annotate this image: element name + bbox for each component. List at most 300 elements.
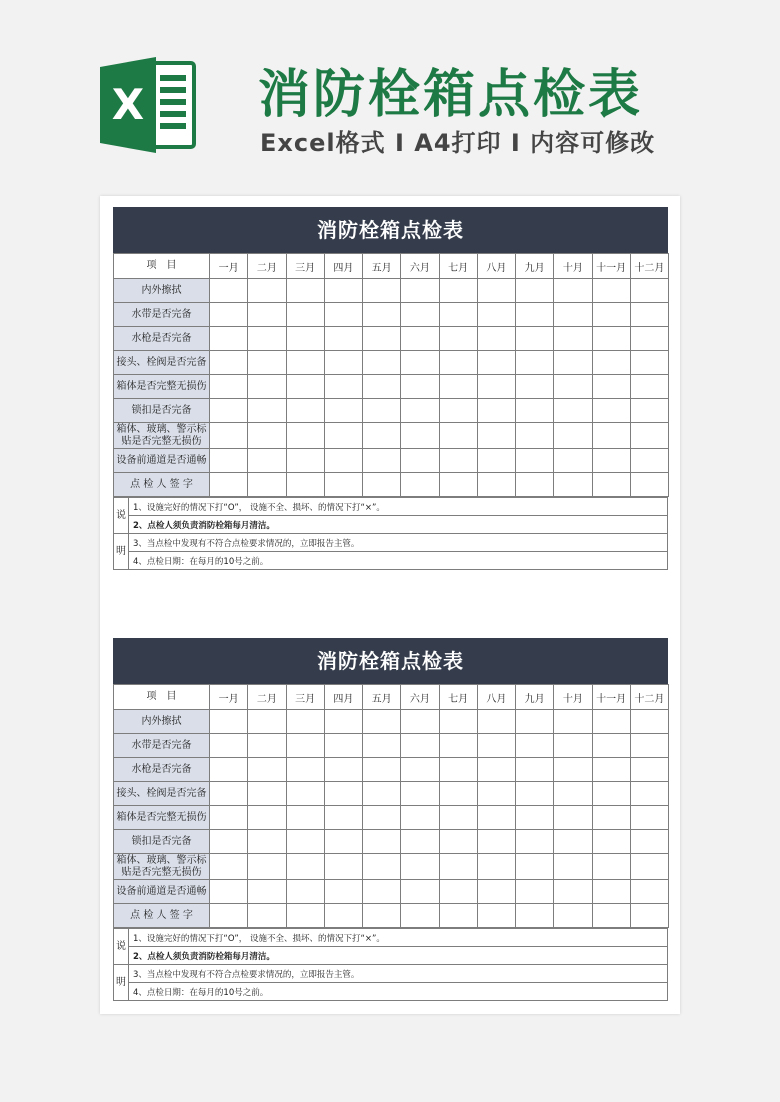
- check-cell[interactable]: [592, 399, 630, 423]
- item-label: 水带是否完备: [114, 303, 210, 327]
- header: [0, 0, 780, 190]
- check-cell[interactable]: [439, 782, 477, 806]
- check-cell[interactable]: [477, 351, 515, 375]
- page-title: 消防栓箱点检表: [258, 65, 644, 125]
- check-cell[interactable]: [554, 854, 592, 880]
- signature-cell[interactable]: [630, 473, 668, 497]
- month-header: 十二月: [630, 685, 668, 710]
- check-cell[interactable]: [286, 423, 324, 449]
- notes-side-label: 明: [114, 534, 129, 570]
- notes-side-label: 明: [114, 965, 129, 1001]
- check-cell[interactable]: [248, 806, 286, 830]
- check-cell[interactable]: [630, 351, 668, 375]
- inspection-form-1: [113, 207, 668, 570]
- check-cell[interactable]: [401, 351, 439, 375]
- note-line: 3、当点检中发现有不符合点检要求情况的，立即报告主管。: [129, 534, 668, 552]
- signature-cell[interactable]: [286, 473, 324, 497]
- check-cell[interactable]: [401, 710, 439, 734]
- check-cell[interactable]: [248, 279, 286, 303]
- check-cell[interactable]: [630, 423, 668, 449]
- check-cell[interactable]: [439, 880, 477, 904]
- check-cell[interactable]: [363, 351, 401, 375]
- check-cell[interactable]: [210, 830, 248, 854]
- check-cell[interactable]: [286, 449, 324, 473]
- check-cell[interactable]: [630, 327, 668, 351]
- check-cell[interactable]: [630, 279, 668, 303]
- check-cell[interactable]: [477, 806, 515, 830]
- check-cell[interactable]: [363, 710, 401, 734]
- month-header: 十月: [554, 254, 592, 279]
- note-line: 3、当点检中发现有不符合点检要求情况的，立即报告主管。: [129, 965, 668, 983]
- item-label: 设备前通道是否通畅: [114, 880, 210, 904]
- check-cell[interactable]: [363, 449, 401, 473]
- check-cell[interactable]: [324, 806, 362, 830]
- note-line: 2、点检人须负责消防栓箱每月清洁。: [129, 516, 668, 534]
- check-cell[interactable]: [248, 399, 286, 423]
- check-cell[interactable]: [554, 710, 592, 734]
- check-cell[interactable]: [439, 303, 477, 327]
- check-cell[interactable]: [286, 303, 324, 327]
- check-cell[interactable]: [401, 880, 439, 904]
- check-cell[interactable]: [630, 880, 668, 904]
- check-cell[interactable]: [516, 734, 554, 758]
- month-header: 四月: [324, 685, 362, 710]
- note-line: 4、点检日期：在每月的10号之前。: [129, 552, 668, 570]
- check-cell[interactable]: [324, 449, 362, 473]
- excel-logo-icon: [98, 55, 198, 155]
- check-cell[interactable]: [248, 854, 286, 880]
- check-cell[interactable]: [210, 449, 248, 473]
- check-cell[interactable]: [210, 782, 248, 806]
- check-cell[interactable]: [592, 423, 630, 449]
- check-cell[interactable]: [439, 710, 477, 734]
- check-cell[interactable]: [324, 327, 362, 351]
- month-header: 十一月: [592, 254, 630, 279]
- check-cell[interactable]: [554, 806, 592, 830]
- check-cell[interactable]: [554, 279, 592, 303]
- signature-cell[interactable]: [363, 473, 401, 497]
- check-cell[interactable]: [210, 423, 248, 449]
- check-cell[interactable]: [363, 854, 401, 880]
- item-label: 箱体、玻璃、警示标贴是否完整无损伤: [114, 854, 210, 880]
- check-cell[interactable]: [439, 423, 477, 449]
- check-cell[interactable]: [477, 734, 515, 758]
- check-cell[interactable]: [248, 734, 286, 758]
- check-cell[interactable]: [248, 423, 286, 449]
- check-cell[interactable]: [324, 399, 362, 423]
- check-cell[interactable]: [363, 806, 401, 830]
- check-cell[interactable]: [286, 782, 324, 806]
- check-cell[interactable]: [554, 830, 592, 854]
- item-label: 接头、栓阀是否完备: [114, 351, 210, 375]
- check-cell[interactable]: [554, 449, 592, 473]
- check-cell[interactable]: [516, 279, 554, 303]
- check-cell[interactable]: [401, 758, 439, 782]
- signature-cell[interactable]: [210, 904, 248, 928]
- check-cell[interactable]: [439, 449, 477, 473]
- check-cell[interactable]: [554, 734, 592, 758]
- check-cell[interactable]: [248, 327, 286, 351]
- check-cell[interactable]: [363, 880, 401, 904]
- check-cell[interactable]: [324, 758, 362, 782]
- check-cell[interactable]: [592, 449, 630, 473]
- table-row: [114, 423, 669, 449]
- month-header: 九月: [516, 254, 554, 279]
- check-cell[interactable]: [248, 351, 286, 375]
- check-cell[interactable]: [363, 423, 401, 449]
- check-cell[interactable]: [439, 854, 477, 880]
- month-header: 二月: [248, 685, 286, 710]
- check-cell[interactable]: [286, 734, 324, 758]
- check-cell[interactable]: [363, 399, 401, 423]
- check-cell[interactable]: [401, 303, 439, 327]
- month-header-row: [114, 254, 669, 279]
- check-cell[interactable]: [477, 782, 515, 806]
- signature-cell[interactable]: [592, 904, 630, 928]
- check-cell[interactable]: [516, 806, 554, 830]
- check-cell[interactable]: [401, 854, 439, 880]
- month-header: 三月: [286, 685, 324, 710]
- signature-cell[interactable]: [439, 473, 477, 497]
- check-cell[interactable]: [554, 327, 592, 351]
- check-cell[interactable]: [630, 710, 668, 734]
- month-header: 十二月: [630, 254, 668, 279]
- note-line: 1、设施完好的情况下打“O”， 设施不全、损坏、的情况下打“×”。: [129, 498, 668, 516]
- check-cell[interactable]: [477, 830, 515, 854]
- item-label: 水枪是否完备: [114, 758, 210, 782]
- table-row: [114, 758, 669, 782]
- check-cell[interactable]: [248, 710, 286, 734]
- signature-cell[interactable]: [248, 904, 286, 928]
- check-cell[interactable]: [516, 830, 554, 854]
- check-cell[interactable]: [516, 854, 554, 880]
- table-row: [114, 782, 669, 806]
- check-cell[interactable]: [401, 423, 439, 449]
- check-cell[interactable]: [286, 710, 324, 734]
- check-cell[interactable]: [630, 758, 668, 782]
- check-cell[interactable]: [630, 734, 668, 758]
- check-cell[interactable]: [324, 375, 362, 399]
- item-label: 箱体是否完整无损伤: [114, 806, 210, 830]
- signature-cell[interactable]: [363, 904, 401, 928]
- table-row: [114, 327, 669, 351]
- check-cell[interactable]: [516, 880, 554, 904]
- check-cell[interactable]: [516, 351, 554, 375]
- month-header: 七月: [439, 685, 477, 710]
- signature-cell[interactable]: [554, 904, 592, 928]
- check-cell[interactable]: [401, 806, 439, 830]
- item-label: 锁扣是否完备: [114, 830, 210, 854]
- check-cell[interactable]: [210, 880, 248, 904]
- signature-cell[interactable]: [554, 473, 592, 497]
- month-header: 六月: [401, 254, 439, 279]
- check-cell[interactable]: [210, 734, 248, 758]
- check-cell[interactable]: [324, 303, 362, 327]
- check-cell[interactable]: [363, 375, 401, 399]
- signature-cell[interactable]: [324, 473, 362, 497]
- check-cell[interactable]: [516, 782, 554, 806]
- check-cell[interactable]: [477, 279, 515, 303]
- check-cell[interactable]: [516, 423, 554, 449]
- month-header: 三月: [286, 254, 324, 279]
- check-cell[interactable]: [630, 806, 668, 830]
- month-header: 十一月: [592, 685, 630, 710]
- check-cell[interactable]: [477, 303, 515, 327]
- check-cell[interactable]: [286, 806, 324, 830]
- month-header: 九月: [516, 685, 554, 710]
- check-cell[interactable]: [248, 449, 286, 473]
- check-cell[interactable]: [592, 327, 630, 351]
- check-cell[interactable]: [210, 758, 248, 782]
- check-cell[interactable]: [630, 854, 668, 880]
- check-cell[interactable]: [324, 351, 362, 375]
- check-cell[interactable]: [592, 375, 630, 399]
- table-row: [114, 303, 669, 327]
- check-cell[interactable]: [592, 303, 630, 327]
- notes-table: [113, 497, 668, 570]
- check-cell[interactable]: [477, 399, 515, 423]
- check-cell[interactable]: [363, 782, 401, 806]
- item-column-header: 项 目: [114, 254, 210, 279]
- check-cell[interactable]: [516, 327, 554, 351]
- check-cell[interactable]: [554, 782, 592, 806]
- table-row: [114, 734, 669, 758]
- table-row: [114, 904, 669, 928]
- table-row: [114, 279, 669, 303]
- check-cell[interactable]: [210, 375, 248, 399]
- check-cell[interactable]: [592, 880, 630, 904]
- check-cell[interactable]: [477, 327, 515, 351]
- table-row: [114, 710, 669, 734]
- check-cell[interactable]: [286, 351, 324, 375]
- item-label: 水枪是否完备: [114, 327, 210, 351]
- check-cell[interactable]: [324, 854, 362, 880]
- check-cell[interactable]: [592, 710, 630, 734]
- check-cell[interactable]: [516, 758, 554, 782]
- form-title: 消防栓箱点检表: [113, 207, 668, 253]
- check-cell[interactable]: [477, 375, 515, 399]
- month-header: 五月: [363, 685, 401, 710]
- check-cell[interactable]: [286, 758, 324, 782]
- signature-cell[interactable]: [516, 473, 554, 497]
- check-cell[interactable]: [592, 854, 630, 880]
- check-cell[interactable]: [210, 327, 248, 351]
- check-cell[interactable]: [554, 399, 592, 423]
- signature-cell[interactable]: [401, 904, 439, 928]
- check-cell[interactable]: [286, 279, 324, 303]
- check-cell[interactable]: [401, 375, 439, 399]
- month-header: 八月: [477, 254, 515, 279]
- item-label: 内外擦拭: [114, 710, 210, 734]
- check-cell[interactable]: [324, 423, 362, 449]
- check-cell[interactable]: [554, 351, 592, 375]
- check-cell[interactable]: [324, 279, 362, 303]
- month-header: 七月: [439, 254, 477, 279]
- page-subtitle: Excel格式 I A4打印 I 内容可修改: [260, 129, 656, 157]
- table-row: [114, 449, 669, 473]
- check-cell[interactable]: [363, 830, 401, 854]
- table-row: [114, 806, 669, 830]
- check-cell[interactable]: [554, 758, 592, 782]
- check-cell[interactable]: [477, 854, 515, 880]
- check-cell[interactable]: [592, 351, 630, 375]
- signature-cell[interactable]: [286, 904, 324, 928]
- signature-cell[interactable]: [248, 473, 286, 497]
- notes-table: [113, 928, 668, 1001]
- signature-cell[interactable]: [210, 473, 248, 497]
- check-cell[interactable]: [248, 303, 286, 327]
- check-cell[interactable]: [439, 830, 477, 854]
- month-header: 十月: [554, 685, 592, 710]
- check-cell[interactable]: [286, 854, 324, 880]
- check-cell[interactable]: [439, 351, 477, 375]
- check-cell[interactable]: [592, 830, 630, 854]
- item-label: 锁扣是否完备: [114, 399, 210, 423]
- table-row: [114, 854, 669, 880]
- signature-cell[interactable]: [324, 904, 362, 928]
- check-cell[interactable]: [401, 734, 439, 758]
- check-cell[interactable]: [592, 758, 630, 782]
- item-label: 内外擦拭: [114, 279, 210, 303]
- check-cell[interactable]: [324, 782, 362, 806]
- check-cell[interactable]: [401, 449, 439, 473]
- check-cell[interactable]: [286, 327, 324, 351]
- check-cell[interactable]: [592, 279, 630, 303]
- check-cell[interactable]: [401, 279, 439, 303]
- form-title: 消防栓箱点检表: [113, 638, 668, 684]
- check-cell[interactable]: [516, 399, 554, 423]
- check-cell[interactable]: [324, 830, 362, 854]
- check-cell[interactable]: [630, 782, 668, 806]
- item-column-header: 项 目: [114, 685, 210, 710]
- month-header: 五月: [363, 254, 401, 279]
- check-cell[interactable]: [516, 375, 554, 399]
- check-cell[interactable]: [363, 758, 401, 782]
- check-cell[interactable]: [439, 279, 477, 303]
- check-cell[interactable]: [248, 782, 286, 806]
- check-cell[interactable]: [401, 830, 439, 854]
- table-row: [114, 880, 669, 904]
- check-cell[interactable]: [363, 303, 401, 327]
- check-cell[interactable]: [630, 449, 668, 473]
- check-cell[interactable]: [401, 399, 439, 423]
- check-cell[interactable]: [516, 710, 554, 734]
- check-cell[interactable]: [592, 734, 630, 758]
- check-cell[interactable]: [210, 399, 248, 423]
- check-cell[interactable]: [401, 327, 439, 351]
- signature-cell[interactable]: [439, 904, 477, 928]
- signature-cell[interactable]: [477, 473, 515, 497]
- check-cell[interactable]: [592, 806, 630, 830]
- check-cell[interactable]: [324, 880, 362, 904]
- check-cell[interactable]: [516, 303, 554, 327]
- item-label: 水带是否完备: [114, 734, 210, 758]
- signature-cell[interactable]: [401, 473, 439, 497]
- check-cell[interactable]: [286, 830, 324, 854]
- inspection-grid: [113, 253, 669, 497]
- check-cell[interactable]: [439, 399, 477, 423]
- check-cell[interactable]: [554, 375, 592, 399]
- check-cell[interactable]: [516, 449, 554, 473]
- month-header: 四月: [324, 254, 362, 279]
- table-row: [114, 473, 669, 497]
- month-header-row: [114, 685, 669, 710]
- table-row: [114, 830, 669, 854]
- check-cell[interactable]: [439, 327, 477, 351]
- check-cell[interactable]: [210, 351, 248, 375]
- month-header: 一月: [210, 685, 248, 710]
- check-cell[interactable]: [286, 880, 324, 904]
- check-cell[interactable]: [630, 830, 668, 854]
- signature-cell[interactable]: [592, 473, 630, 497]
- check-cell[interactable]: [248, 758, 286, 782]
- check-cell[interactable]: [210, 303, 248, 327]
- check-cell[interactable]: [324, 734, 362, 758]
- check-cell[interactable]: [439, 806, 477, 830]
- month-header: 二月: [248, 254, 286, 279]
- check-cell[interactable]: [286, 375, 324, 399]
- item-label: 箱体是否完整无损伤: [114, 375, 210, 399]
- signature-cell[interactable]: [630, 904, 668, 928]
- check-cell[interactable]: [554, 880, 592, 904]
- check-cell[interactable]: [210, 854, 248, 880]
- check-cell[interactable]: [363, 327, 401, 351]
- month-header: 六月: [401, 685, 439, 710]
- check-cell[interactable]: [248, 830, 286, 854]
- check-cell[interactable]: [477, 758, 515, 782]
- signature-cell[interactable]: [477, 904, 515, 928]
- check-cell[interactable]: [554, 303, 592, 327]
- note-line: 1、设施完好的情况下打“O”， 设施不全、损坏、的情况下打“×”。: [129, 929, 668, 947]
- check-cell[interactable]: [477, 449, 515, 473]
- item-label: 箱体、玻璃、警示标贴是否完整无损伤: [114, 423, 210, 449]
- item-label: 设备前通道是否通畅: [114, 449, 210, 473]
- check-cell[interactable]: [554, 423, 592, 449]
- inspection-form-2: [113, 638, 668, 1001]
- item-label: 接头、栓阀是否完备: [114, 782, 210, 806]
- check-cell[interactable]: [363, 279, 401, 303]
- check-cell[interactable]: [401, 782, 439, 806]
- check-cell[interactable]: [439, 734, 477, 758]
- signature-cell[interactable]: [516, 904, 554, 928]
- table-row: [114, 351, 669, 375]
- check-cell[interactable]: [592, 782, 630, 806]
- check-cell[interactable]: [477, 423, 515, 449]
- check-cell[interactable]: [439, 758, 477, 782]
- check-cell[interactable]: [630, 399, 668, 423]
- check-cell[interactable]: [477, 880, 515, 904]
- check-cell[interactable]: [477, 710, 515, 734]
- notes-side-label: 说: [114, 929, 129, 965]
- paper-sheet: [100, 196, 680, 1014]
- check-cell[interactable]: [248, 880, 286, 904]
- check-cell[interactable]: [210, 279, 248, 303]
- check-cell[interactable]: [248, 375, 286, 399]
- check-cell[interactable]: [630, 375, 668, 399]
- table-row: [114, 399, 669, 423]
- check-cell[interactable]: [630, 303, 668, 327]
- month-header: 八月: [477, 685, 515, 710]
- check-cell[interactable]: [286, 399, 324, 423]
- check-cell[interactable]: [210, 710, 248, 734]
- inspection-grid: [113, 684, 669, 928]
- check-cell[interactable]: [363, 734, 401, 758]
- check-cell[interactable]: [210, 806, 248, 830]
- inspector-signature-label: 点 检 人 签 字: [114, 904, 210, 928]
- table-row: [114, 375, 669, 399]
- check-cell[interactable]: [324, 710, 362, 734]
- check-cell[interactable]: [439, 375, 477, 399]
